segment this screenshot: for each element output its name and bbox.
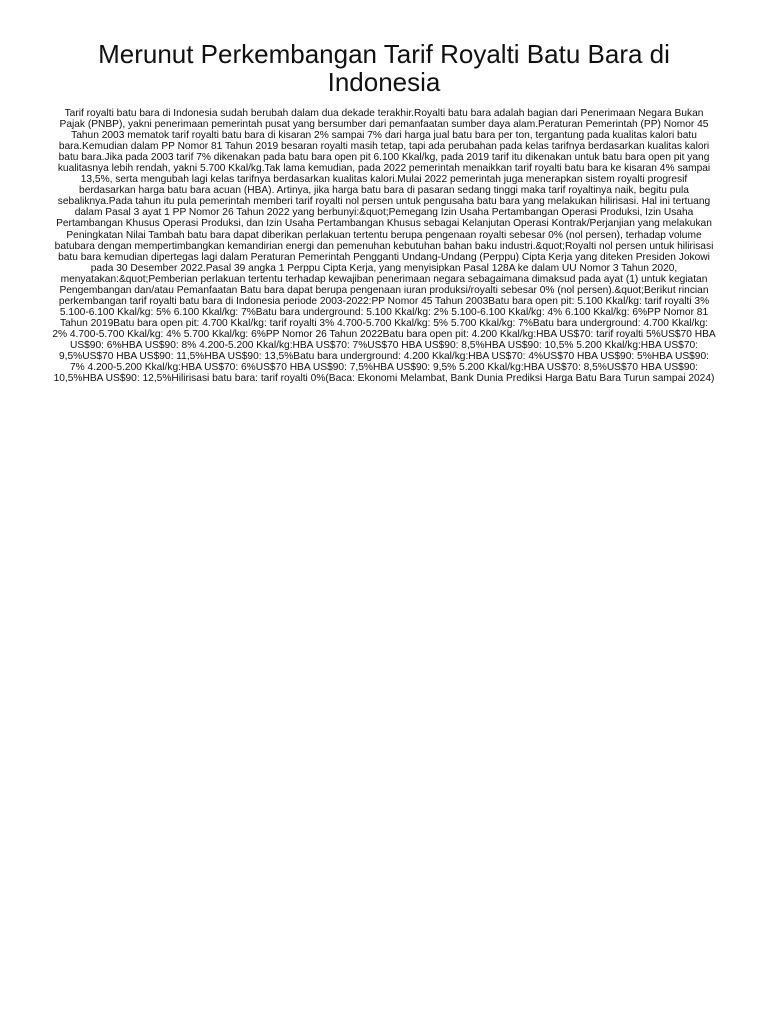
- article-body: Tarif royalti batu bara di Indonesia sudah berubah dalam dua dekade terakhir.Royalti batu bara adalah bagian dari Penerimaan Negara Bukan Pajak (PNBP), yakni penerimaan pemerintah pusat yang bersumber dari pemanfaatan sumber daya alam.Peraturan Pemerintah (PP) Nomor 45 Tahun 2003 mematok tarif royalti batu bara di kisaran 2% sampai 7% dari harga jual batu bara per ton, tergantung pada kualitas kalori batu bara.Kemudian dalam PP Nomor 81 Tahun 2019 besaran royalti masih tetap, tapi ada perubahan pada kelas tarifnya berdasarkan kualitas kalori batu bara.Jika pada 2003 tarif 7% dikenakan pada batu bara open pit 6.100 Kkal/kg, pada 2019 tarif itu dikenakan untuk batu bara open pit yang kualitasnya lebih rendah, yakni 5.700 Kkal/kg.Tak lama kemudian, pada 2022 pemerintah menaikkan tarif royalti batu bara ke kisaran 4% sampai 13,5%, serta mengubah lagi kelas tarifnya berdasarkan kualitas kalori.Mulai 2022 pemerintah juga menerapkan sistem royalti progresif berdasarkan harga batu bara acuan (HBA). Artinya, jika harga batu bara di pasaran sedang tinggi maka tarif royaltinya naik, begitu pula sebaliknya.Pada tahun itu pula pemerintah memberi tarif royalti nol persen untuk pengusaha batu bara yang melakukan hilirisasi. Hal ini tertuang dalam Pasal 3 ayat 1 PP Nomor 26 Tahun 2022 yang berbunyi:&quot;Pemegang Izin Usaha Pertambangan Operasi Produksi, Izin Usaha Pertambangan Khusus Operasi Produksi, dan Izin Usaha Pertambangan Khusus sebagai Kelanjutan Operasi Kontrak/Perjanjian yang melakukan Peningkatan Nilai Tambah batu bara dapat diberikan perlakuan tertentu berupa pengenaan royalti sebesar 0% (nol persen), terhadap volume batubara dengan mempertimbangkan kemandirian energi dan pemenuhan kebutuhan bahan baku industri.&quot;Royalti nol persen untuk hilirisasi batu bara kemudian dipertegas lagi dalam Peraturan Pemerintah Pengganti Undang-Undang (Perppu) Cipta Kerja yang diteken Presiden Jokowi pada 30 Desember 2022.Pasal 39 angka 1 Perppu Cipta Kerja, yang menyisipkan Pasal 128A ke dalam UU Nomor 3 Tahun 2020, menyatakan:&quot;Pemberian perlakuan tertentu terhadap kewajiban penerimaan negara sebagaimana dimaksud pada ayat (1) untuk kegiatan Pengembangan dan/atau Pemanfaatan Batu bara dapat berupa pengenaan iuran produksi/royalti sebesar 0% (nol persen).&quot;Berikut rincian perkembangan tarif royalti batu bara di Indonesia periode 2003-2022:PP Nomor 45 Tahun 2003Batu bara open pit: 5.100 Kkal/kg: tarif royalti 3% 5.100-6.100 Kkal/kg: 5% 6.100 Kkal/kg: 7%Batu bara underground: 5.100 Kkal/kg: 2% 5.100-6.100 Kkal/kg: 4% 6.100 Kkal/kg: 6%PP Nomor 81 Tahun 2019Batu bara open pit: 4.700 Kkal/kg: tarif royalti 3% 4.700-5.700 Kkal/kg: 5% 5.700 Kkal/kg: 7%Batu bara underground: 4.700 Kkal/kg: 2% 4.700-5.700 Kkal/kg: 4% 5.700 Kkal/kg: 6%PP Nomor 26 Tahun 2022Batu bara open pit: 4.200 Kkal/kg:HBA US$70: tarif royalti 5%US$70 HBA US$90: 6%HBA US$90: 8% 4.200-5.200 Kkal/kg:HBA US$70: 7%US$70 HBA US$90: 8,5%HBA US$90: 10,5% 5.200 Kkal/kg:HBA US$70: 9,5%US$70 HBA US$90: 11,5%HBA US$90: 13,5%Batu bara underground: 4.200 Kkal/kg:HBA US$70: 4%US$70 HBA US$90: 5%HBA US$90: 7% 4.200-5.200 Kkal/kg:HBA US$70: 6%US$70 HBA US$90: 7,5%HBA US$90: 9,5% 5.200 Kkal/kg:HBA US$70: 8,5%US$70 HBA US$90: 10,5%HBA US$90: 12,5%Hilirisasi batu bara: tarif royalti 0%(Baca: Ekonomi Melambat, Bank Dunia Prediksi Harga Batu Bara Turun sampai 2024): [52, 108, 716, 385]
- page-title: Merunut Perkembangan Tarif Royalti Batu Bara di Indonesia: [98, 39, 670, 97]
